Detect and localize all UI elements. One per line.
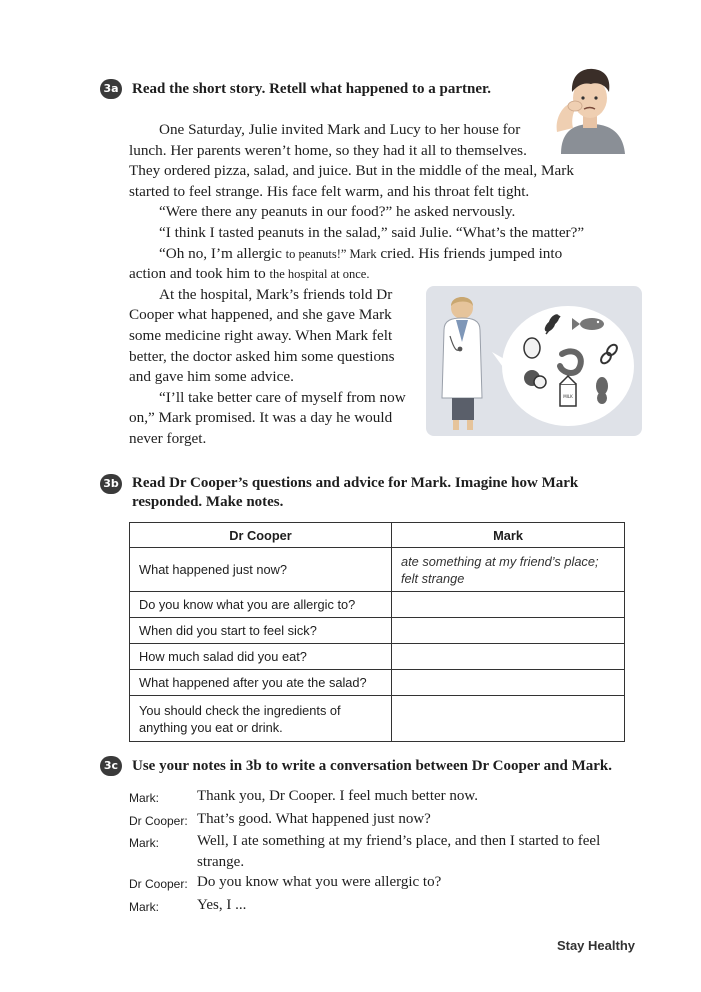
speaker-label: Mark: <box>129 899 159 914</box>
story-line: “Were there any peanuts in our food?” he asked nervously. <box>159 203 516 221</box>
story-fragment: action and took him to <box>129 265 266 283</box>
story-fragment-handwritten: to peanuts!” Mark <box>285 246 377 261</box>
speech-text: Do you know what you were allergic to? <box>197 874 442 891</box>
conversation-line <box>129 786 627 809</box>
story-line: better, the doctor asked him some questions <box>129 347 395 365</box>
story-line: At the hospital, Mark’s friends told Dr <box>159 285 393 303</box>
story-line: and gave him some advice. <box>129 368 294 386</box>
story-line: on,” Mark promised. It was a day he would <box>129 409 393 427</box>
speaker-label: Dr Cooper: <box>129 813 188 828</box>
page-footer: Stay Healthy <box>556 938 635 953</box>
answer-cell[interactable] <box>392 696 625 742</box>
question-cell: What happened after you ate the salad? <box>130 670 392 696</box>
header-mark: Mark <box>392 523 625 548</box>
answer-cell[interactable] <box>392 592 625 618</box>
speaker-label: Mark: <box>129 791 159 805</box>
answer-cell[interactable] <box>392 618 625 644</box>
answer-cell[interactable] <box>392 548 625 592</box>
question-cell <box>130 696 392 742</box>
table-row <box>130 618 625 644</box>
story-fragment-handwritten: the hospital at once. <box>269 267 370 282</box>
story-line: One Saturday, Julie invited Mark and Lucy to her house for <box>159 121 521 138</box>
story-line: “I’ll take better care of myself from now <box>159 388 406 406</box>
question-line: anything you eat or drink. <box>139 719 283 735</box>
answer-cell[interactable] <box>392 644 625 670</box>
answer-cell[interactable] <box>392 670 625 696</box>
exercise-badge-3a: 3a <box>100 79 122 99</box>
speech-line: strange. <box>197 853 245 870</box>
question-cell: How much salad did you eat? <box>130 644 392 670</box>
story-fragment: “Oh no, I’m allergic <box>159 244 282 262</box>
speech-text: Thank you, Dr Cooper. I feel much better now. <box>197 788 479 804</box>
table-row <box>130 548 625 592</box>
story-line: never forget. <box>129 429 207 447</box>
peanut-icon <box>596 377 608 404</box>
table-row <box>130 670 625 696</box>
instruction-line: Read Dr Cooper’s questions and advice for Mark. Imagine how Mark <box>132 475 579 491</box>
instruction-line: responded. Make notes. <box>132 494 284 510</box>
question-line: You should check the ingredients of <box>139 702 341 718</box>
story-line <box>129 264 619 285</box>
conversation-line <box>129 872 627 895</box>
exercise-badge-3b: 3b <box>100 474 122 494</box>
story-line <box>129 244 619 265</box>
question-cell: What happened just now? <box>130 548 392 592</box>
speech-text <box>197 831 627 872</box>
story-line: They ordered pizza, salad, and juice. But in the middle of the meal, Mark <box>129 162 574 180</box>
story-line: “I think I tasted peanuts in the salad,” said Julie. “What’s the matter?” <box>159 223 585 241</box>
story-line: some medicine right away. When Mark felt <box>129 326 393 344</box>
instruction-3c: Use your notes in 3b to write a conversation between Dr Cooper and Mark. <box>132 758 612 774</box>
egg-icon <box>524 338 540 358</box>
instruction-3a: Read the short story. Retell what happened to a partner. <box>132 81 492 97</box>
table-row <box>130 592 625 618</box>
speaker-label: Mark: <box>129 836 159 851</box>
doctor-allergens-illustration <box>426 286 642 436</box>
instruction-3b <box>132 474 578 512</box>
speaker-label: Dr Cooper: <box>129 877 188 892</box>
notes-table <box>129 522 625 742</box>
conversation-line <box>129 809 627 832</box>
speech-text: Yes, I ... <box>197 896 247 913</box>
table-header-row <box>130 523 625 548</box>
exercise-badge-3c: 3c <box>100 756 122 776</box>
table-row <box>130 644 625 670</box>
question-cell: Do you know what you are allergic to? <box>130 592 392 618</box>
story-line: lunch. Her parents weren’t home, so they had it all to themselves. <box>129 141 527 159</box>
conversation-line <box>129 831 627 872</box>
conversation-line <box>129 895 627 918</box>
answer-line: felt strange <box>401 570 465 586</box>
speech-text: That’s good. What happened just now? <box>197 810 431 827</box>
speech-line: Well, I ate something at my friend’s place, and then I started to feel <box>197 833 601 850</box>
question-cell: When did you start to feel sick? <box>130 618 392 644</box>
answer-line: ate something at my friend’s place; <box>401 553 599 569</box>
story-line: Cooper what happened, and she gave Mark <box>129 306 392 324</box>
table-row <box>130 696 625 742</box>
conversation <box>129 786 627 918</box>
header-dr-cooper: Dr Cooper <box>130 523 392 548</box>
story-fragment: cried. His friends jumped into <box>380 244 563 262</box>
story-line: started to feel strange. His face felt warm, and his throat felt tight. <box>129 182 530 200</box>
milk-label: MILK <box>563 394 573 399</box>
